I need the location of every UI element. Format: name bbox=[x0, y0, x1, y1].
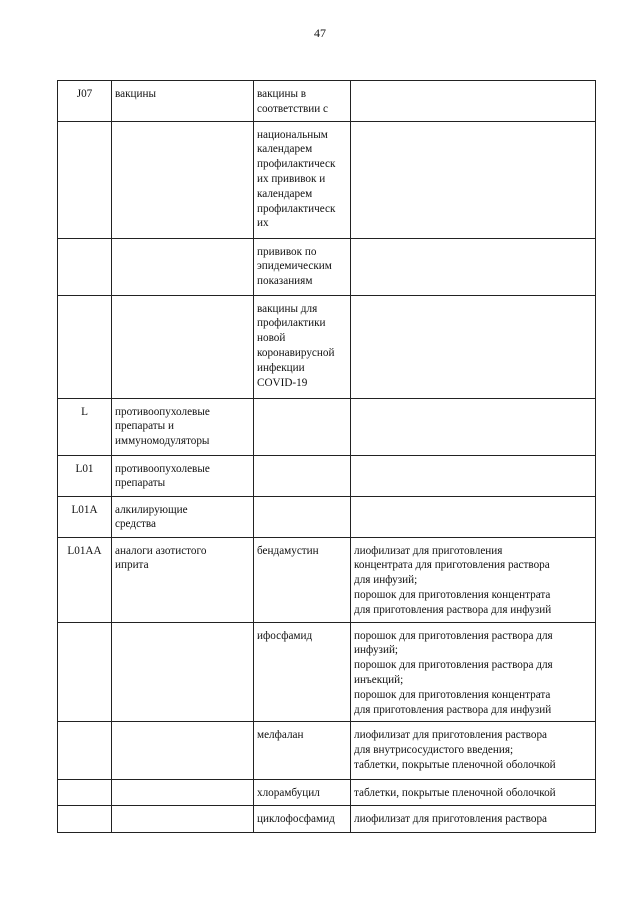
atc-group-cell-line: препараты и bbox=[115, 420, 174, 433]
dosage-form-cell bbox=[351, 81, 596, 122]
table-row bbox=[58, 238, 596, 295]
dosage-form-cell bbox=[351, 238, 596, 295]
dosage-form-cell-line: лиофилизат для приготовления раствора bbox=[354, 729, 547, 742]
atc-group-cell bbox=[112, 806, 254, 833]
atc-code-cell bbox=[58, 806, 112, 833]
atc-group-cell bbox=[112, 238, 254, 295]
dosage-form-cell-line: для приготовления раствора для инфузий bbox=[354, 603, 552, 616]
atc-group-cell-line: препараты bbox=[115, 477, 166, 490]
drug-name-cell-line: вакцины для bbox=[257, 302, 318, 315]
drug-name-cell-line: профилактическ bbox=[257, 202, 336, 215]
drug-name-cell-line: эпидемическим bbox=[257, 260, 332, 273]
atc-group-cell bbox=[112, 295, 254, 398]
drug-name-cell bbox=[254, 121, 351, 238]
atc-group-cell-line: вакцины bbox=[115, 88, 157, 100]
dosage-form-cell-line: для инфузий; bbox=[354, 574, 418, 587]
drug-name-cell-line: инфекции bbox=[257, 361, 305, 374]
dosage-form-cell-line: лиофилизат для приготовления раствора bbox=[354, 813, 547, 826]
table-row bbox=[58, 780, 596, 806]
dosage-form-cell-line: концентрата для приготовления раствора bbox=[354, 559, 550, 572]
atc-group-cell bbox=[112, 722, 254, 780]
drug-name-cell-line: профилактическ bbox=[257, 158, 336, 171]
dosage-form-cell-line: инфузий; bbox=[354, 644, 399, 657]
drug-name-cell bbox=[254, 238, 351, 295]
dosage-form-cell bbox=[351, 455, 596, 496]
drug-name-cell bbox=[254, 622, 351, 722]
dosage-form-cell-line: инъекций; bbox=[354, 673, 404, 686]
atc-code-cell: L01AA bbox=[58, 537, 112, 622]
atc-group-cell-line: противоопухолевые bbox=[115, 405, 210, 418]
drug-name-cell-line: новой bbox=[257, 332, 286, 345]
drug-name-cell-line: бендамустин bbox=[257, 544, 319, 557]
table-row bbox=[58, 496, 596, 537]
atc-code-cell bbox=[58, 121, 112, 238]
atc-group-cell-line: средства bbox=[115, 518, 157, 531]
table-row bbox=[58, 455, 596, 496]
drug-name-cell bbox=[254, 537, 351, 622]
drug-name-cell-line: национальным bbox=[257, 128, 328, 141]
dosage-form-cell-line: для приготовления раствора для инфузий bbox=[354, 703, 552, 716]
drug-name-cell-line: COVID-19 bbox=[257, 376, 308, 389]
atc-code-cell: L01A bbox=[58, 496, 112, 537]
atc-group-cell-line: алкилирующие bbox=[115, 503, 188, 516]
drug-name-cell-line: ифосфамид bbox=[257, 629, 313, 642]
drug-name-cell-line: мелфалан bbox=[257, 729, 304, 742]
drug-name-cell-line: профилактики bbox=[257, 317, 326, 330]
table-row bbox=[58, 722, 596, 780]
drug-name-cell-line: вакцины в bbox=[257, 88, 307, 100]
atc-group-cell-line: иммуномодуляторы bbox=[115, 435, 210, 448]
table-row bbox=[58, 806, 596, 833]
atc-code-cell bbox=[58, 295, 112, 398]
dosage-form-cell bbox=[351, 121, 596, 238]
drug-name-cell-line: их bbox=[257, 217, 269, 230]
drug-name-cell-line: хлорамбуцил bbox=[257, 787, 320, 800]
drug-name-cell bbox=[254, 496, 351, 537]
table-row bbox=[58, 295, 596, 398]
atc-code-cell bbox=[58, 238, 112, 295]
drug-name-cell-line: их прививок и bbox=[257, 172, 326, 185]
drug-name-cell-line: календарем bbox=[257, 143, 313, 156]
atc-code-cell bbox=[58, 622, 112, 722]
dosage-form-cell-line: таблетки, покрытые пленочной оболочкой bbox=[354, 758, 556, 771]
table-row bbox=[58, 622, 596, 722]
atc-group-cell bbox=[112, 81, 254, 122]
dosage-form-cell-line: таблетки, покрытые пленочной оболочкой bbox=[354, 787, 556, 800]
dosage-form-cell bbox=[351, 622, 596, 722]
atc-group-cell bbox=[112, 121, 254, 238]
dosage-form-cell bbox=[351, 398, 596, 455]
atc-group-cell bbox=[112, 622, 254, 722]
dosage-form-cell-line: для внутрисосудистого введения; bbox=[354, 744, 514, 757]
drug-name-cell bbox=[254, 780, 351, 806]
drug-name-cell-line: показаниям bbox=[257, 275, 313, 288]
dosage-form-cell bbox=[351, 780, 596, 806]
drug-name-cell bbox=[254, 806, 351, 833]
atc-group-cell bbox=[112, 496, 254, 537]
atc-group-cell-line: иприта bbox=[115, 559, 149, 572]
atc-code-cell bbox=[58, 780, 112, 806]
dosage-form-cell-line: порошок для приготовления раствора для bbox=[354, 659, 553, 672]
atc-code-cell: L01 bbox=[58, 455, 112, 496]
drug-name-cell-line: коронавирусной bbox=[257, 346, 335, 359]
atc-group-cell bbox=[112, 455, 254, 496]
table-row bbox=[58, 537, 596, 622]
dosage-form-cell bbox=[351, 537, 596, 622]
page-number: 47 bbox=[314, 26, 326, 40]
drug-name-cell bbox=[254, 398, 351, 455]
dosage-form-cell-line: порошок для приготовления концентрата bbox=[354, 688, 551, 701]
table-row bbox=[58, 81, 596, 122]
dosage-form-cell bbox=[351, 295, 596, 398]
dosage-form-cell bbox=[351, 722, 596, 780]
dosage-form-cell-line: порошок для приготовления раствора для bbox=[354, 629, 553, 642]
dosage-form-cell bbox=[351, 806, 596, 833]
drug-name-cell bbox=[254, 295, 351, 398]
drug-name-cell bbox=[254, 722, 351, 780]
drug-name-cell bbox=[254, 81, 351, 122]
drug-name-cell-line: циклофосфамид bbox=[257, 813, 335, 826]
atc-code-cell bbox=[58, 722, 112, 780]
atc-code-cell: L bbox=[58, 398, 112, 455]
atc-code-cell: J07 bbox=[58, 81, 112, 122]
drug-name-cell-line: соответствии с bbox=[257, 102, 328, 115]
drug-name-cell-line: календарем bbox=[257, 187, 313, 200]
table-row bbox=[58, 398, 596, 455]
atc-group-cell-line: противоопухолевые bbox=[115, 462, 210, 475]
dosage-form-cell-line: порошок для приготовления концентрата bbox=[354, 588, 551, 601]
drug-table bbox=[57, 80, 596, 833]
drug-name-cell-line: прививок по bbox=[257, 245, 317, 258]
atc-group-cell-line: аналоги азотистого bbox=[115, 544, 207, 557]
dosage-form-cell bbox=[351, 496, 596, 537]
atc-group-cell bbox=[112, 780, 254, 806]
dosage-form-cell-line: лиофилизат для приготовления bbox=[354, 544, 503, 557]
drug-name-cell bbox=[254, 455, 351, 496]
atc-group-cell bbox=[112, 398, 254, 455]
table-row bbox=[58, 121, 596, 238]
atc-group-cell bbox=[112, 537, 254, 622]
